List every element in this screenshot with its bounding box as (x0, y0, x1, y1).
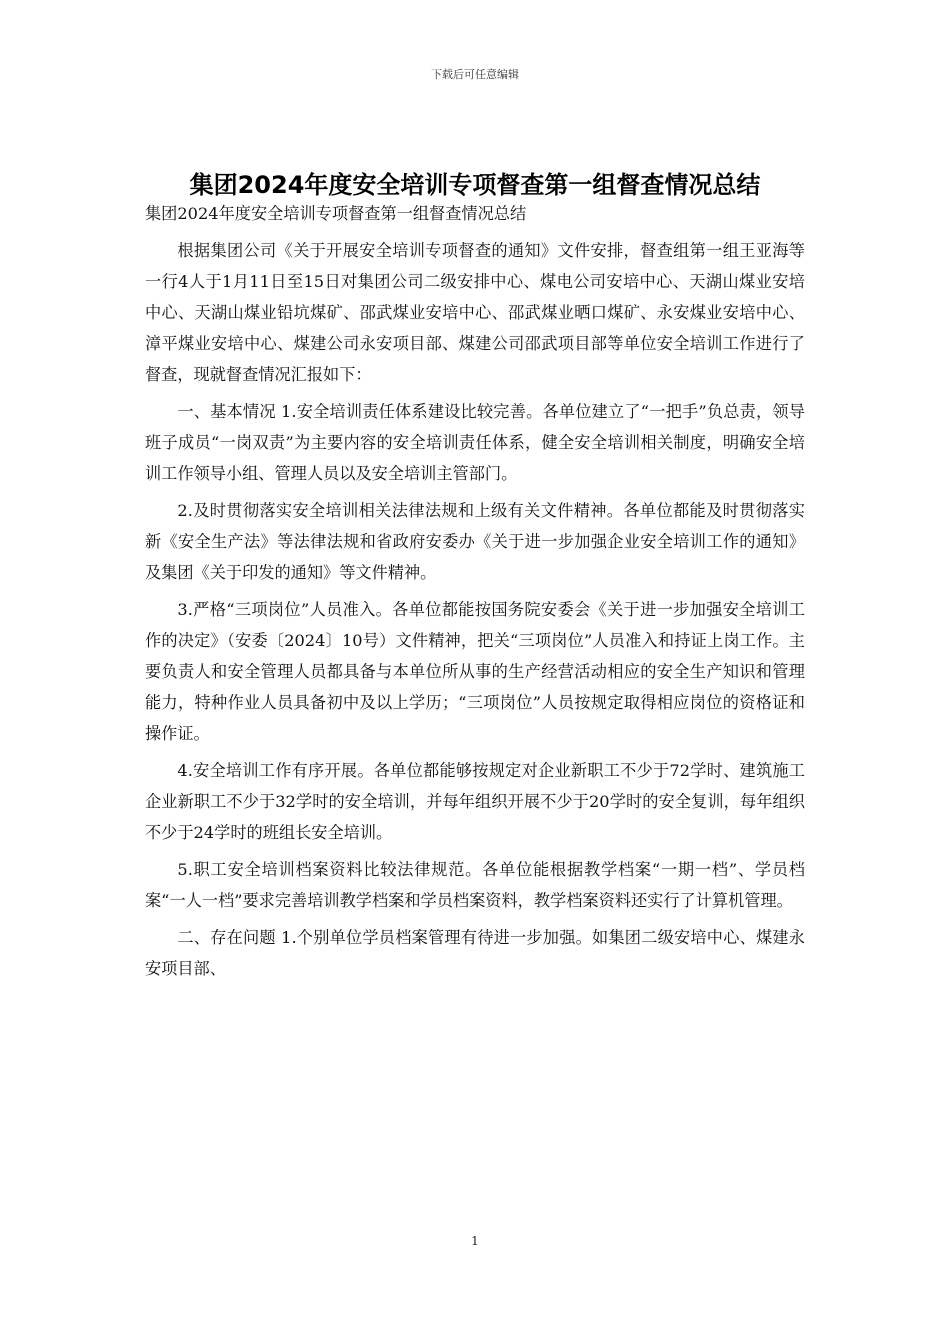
paragraph-basic-situation-4: 4.安全培训工作有序开展。各单位都能够按规定对企业新职工不少于72学时、建筑施工企业新职工不少于32学时的安全培训，并每年组织开展不少于20学时的安全复训，每年组织不少于24学时的班组长安全培训。 (145, 761, 805, 842)
paragraph-basic-situation-5: 5.职工安全培训档案资料比较法律规范。各单位能根据教学档案“一期一档”、学员档案“一人一档”要求完善培训教学档案和学员档案资料，教学档案资料还实行了计算机管理。 (145, 860, 805, 910)
paragraph-problems-1: 二、存在问题 1.个别单位学员档案管理有待进一步加强。如集团二级安培中心、煤建永安项目部、 (145, 928, 805, 978)
document-subtitle: 集团2024年度安全培训专项督查第一组督查情况总结 (145, 204, 527, 223)
paragraph-basic-situation-3: 3.严格“三项岗位”人员准入。各单位都能按国务院安委会《关于进一步加强安全培训工作的决定》（安委〔2024〕10号）文件精神，把关“三项岗位”人员准入和持证上岗工作。主要负责人和安全管理人员都具备与本单位所从事的生产经营活动相应的安全生产知识和管理能力，特种作业人员具备初中及以上学历；“三项岗位”人员按规定取得相应岗位的资格证和操作证。 (145, 600, 805, 743)
paragraph-basic-situation-2: 2.及时贯彻落实安全培训相关法律法规和上级有关文件精神。各单位都能及时贯彻落实新《安全生产法》等法律法规和省政府安委办《关于进一步加强企业安全培训工作的通知》及集团《关于印发的通知》等文件精神。 (145, 501, 805, 582)
page-number: 1 (471, 1234, 479, 1248)
paragraph-intro: 根据集团公司《关于开展安全培训专项督查的通知》文件安排，督查组第一组王亚海等一行4人于1月11日至15日对集团公司二级安排中心、煤电公司安培中心、天湖山煤业安培中心、天湖山煤业铅坑煤矿、邵武煤业安培中心、邵武煤业晒口煤矿、永安煤业安培中心、漳平煤业安培中心、煤建公司永安项目部、煤建公司邵武项目部等单位安全培训工作进行了督查，现就督查情况汇报如下： (145, 241, 805, 384)
document-body (145, 198, 805, 990)
header-note: 下载后可任意编辑 (431, 68, 519, 81)
document-title: 集团2024年度安全培训专项督查第一组督查情况总结 (189, 171, 761, 200)
paragraph-basic-situation-1: 一、基本情况 1.安全培训责任体系建设比较完善。各单位建立了“一把手”负总责，领导班子成员“一岗双责”为主要内容的安全培训责任体系，健全安全培训相关制度，明确安全培训工作领导小组、管理人员以及安全培训主管部门。 (145, 402, 805, 483)
